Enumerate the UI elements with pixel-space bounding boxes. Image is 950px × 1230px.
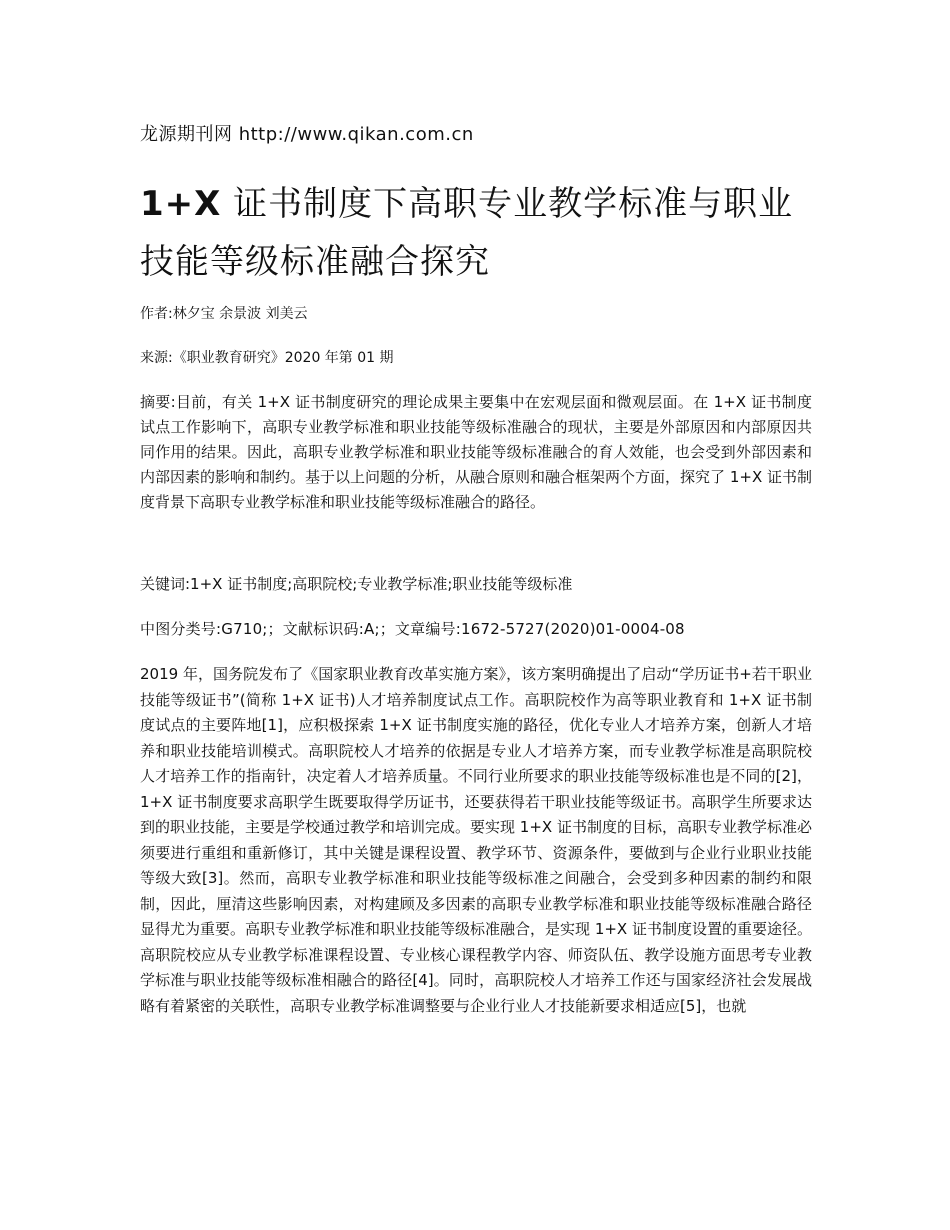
abstract-paragraph: 摘要:目前，有关 1+X 证书制度研究的理论成果主要集中在宏观层面和微观层面。在 1+X 证书制度试点工作影响下，高职专业教学标准和职业技能等级标准融合的现状，主要是外部原因和内部原因共同作用的结果。因此，高职专业教学标准和职业技能等级标准融合的育人效能，也会受到外部因素和内部因素的影响和制约。基于以上问题的分析，从融合原则和融合框架两个方面，探究了 1+X 证书制度背景下高职专业教学标准和职业技能等级标准融合的路径。	[140, 393, 812, 511]
title-rest: 证书制度下高职专业教学标准与职业技能等级标准融合探究	[140, 184, 794, 282]
author-line: 作者:林夕宝 余景波 刘美云	[140, 306, 308, 322]
site-header: 龙源期刊网 http://www.qikan.com.cn	[140, 124, 474, 145]
classification-line: 中图分类号:G710;；文献标识码:A;；文章编号:1672-5727(2020)01-0004-08	[140, 620, 685, 638]
source-line: 来源:《职业教育研究》2020 年第 01 期	[140, 350, 394, 366]
title-lead: 1+X	[140, 184, 222, 224]
article-title	[140, 175, 820, 291]
body-paragraph: 2019 年，国务院发布了《国家职业教育改革实施方案》，该方案明确提出了启动“学历证书+若干职业技能等级证书”(简称 1+X 证书)人才培养制度试点工作。高职院校作为高等职业教育和 1+X 证书制度试点的主要阵地[1]，应积极探索 1+X 证书制度实施的路径，优化专业人才培养方案，创新人才培养和职业技能培训模式。高职院校人才培养的依据是专业人才培养方案，而专业教学标准是高职院校人才培养工作的指南针，决定着人才培养质量。不同行业所要求的职业技能等级标准也是不同的[2]，1+X 证书制度要求高职学生既要取得学历证书，还要获得若干职业技能等级证书。高职学生所要求达到的职业技能，主要是学校通过教学和培训完成。要实现 1+X 证书制度的目标，高职专业教学标准必须要进行重组和重新修订，其中关键是课程设置、教学环节、资源条件，要做到与企业行业职业技能等级大致[3]。然而，高职专业教学标准和职业技能等级标准之间融合，会受到多种因素的制约和限制，因此，厘清这些影响因素，对构建顾及多因素的高职专业教学标准和职业技能等级标准融合路径显得尤为重要。高职专业教学标准和职业技能等级标准融合，是实现 1+X 证书制度设置的重要途径。高职院校应从专业教学标准课程设置、专业核心课程教学内容、师资队伍、教学设施方面思考专业教学标准与职业技能等级标准相融合的路径[4]。同时，高职院校人才培养工作还与国家经济社会发展战略有着紧密的关联性，高职专业教学标准调整要与企业行业人才技能新要求相适应[5]，也就	[140, 665, 812, 1015]
keywords-line: 关键词:1+X 证书制度;高职院校;专业教学标准;职业技能等级标准	[140, 575, 573, 593]
